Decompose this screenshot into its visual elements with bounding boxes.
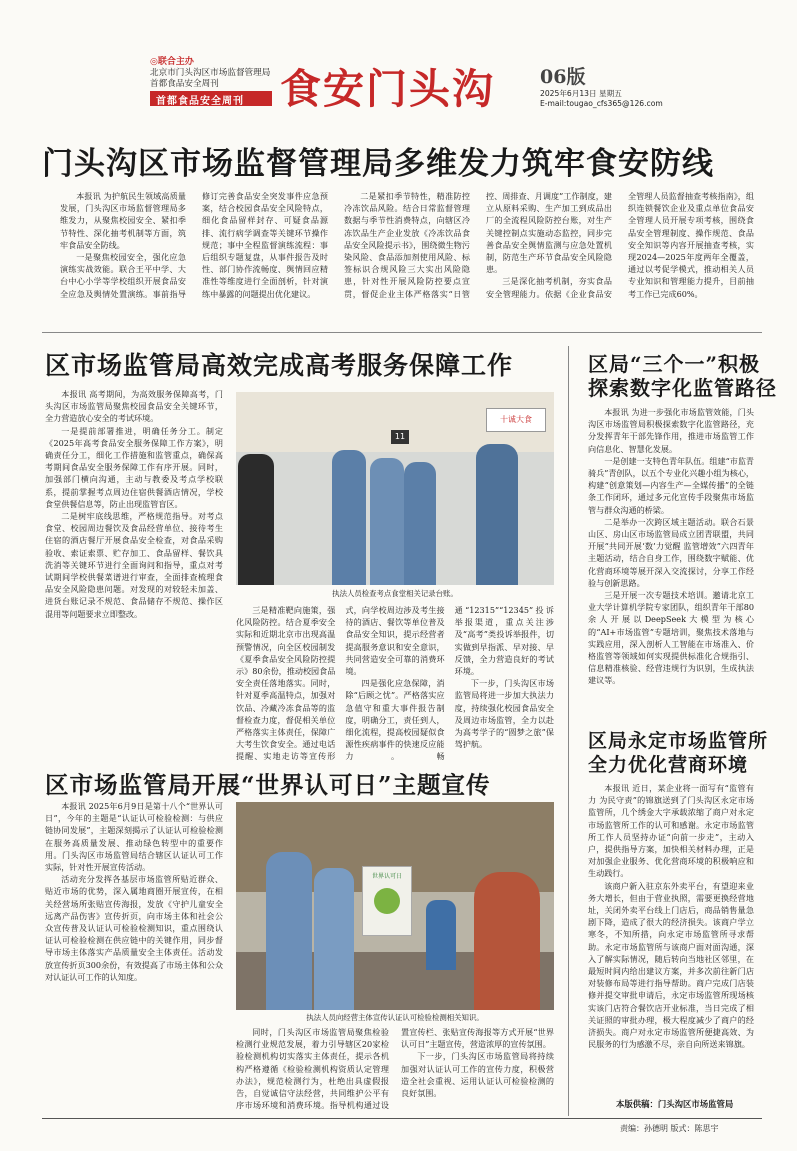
child-figure [426,900,456,970]
host-line1: 北京市门头沟区市场监督管理局 [150,68,271,78]
poster-title: 世界认可日 [371,873,402,880]
article2-paragraph: 三是精准靶向施策，强化风险防控。结合夏季安全实际和近期北京市出现高温预警情况，向全区校园制发《夏季食品安全风险防控提示》80余份，推动校园食品安全责任落地落实。同时，针对夏季高温特点，加强对饮品、冷藏冷冻食品等的监督检查力度，督促相关单位严格落实主体责任，保障广大考生饮食安全。通过电话提醒、实地走访等宣传形式，向学校周边涉及考生接待的酒店、餐饮等单位普及食品安全知识，提示经营者提高服务意识和安全意识，共同营造安全可靠的消费环境。 [236,605,445,762]
article2-body-bottom [236,604,554,764]
issue-date: 2025年6月13日 星期五 [540,89,622,98]
article4-body [588,406,754,722]
article5-headline-line2: 全力优化营商环境 [588,754,749,776]
article5-paragraph: 该商户新入驻京东外卖平台，有望迎来业务大增长，但由于营业执照，需要更换经营地址，关闭外卖平台线上门店后，商品销售量急剧下降，造成了很大的经济损失。该商户学立寒冬，不知所措，向永定市场监管所寻求帮助。永定市场监管所与该商户面对面沟通，深入了解实际情况，随后转向当地社区邻里，在最短时间内给出建议方案，并多次前往新门店对装修布局等进行指导帮助。商户完成门店装修并提交审批申请后，永定市场监管所现场核实该门店符合餐饮店开业标准，当日完成了相关证照的审批办理，极大程度减少了商户的经济损失。商户对永定市场监管所便捷高效、为民服务的行为感激不尽，亲自向所送来锦旗。 [588,880,754,1050]
article2-paragraph: 下一步，门头沟区市场监管局将进一步加大执法力度，持续强化校园食品安全及周边市场监管，全力以赴为高考学子的“圆梦之旅”保驾护航。 [454,678,554,750]
photo-sign: 十诚大食 [486,408,546,432]
page-provider: 本版供稿：门头沟区市场监管局 [616,1099,734,1109]
sidebar-divider [568,346,569,1116]
article1-paragraph: 三是深化抽考机制，夯实食品安全管理能力。依据《企业食品安全管理人员监督抽查考核指南》，组织连锁餐饮企业及重点单位食品安全管理人员开展专项考核，围绕食品安全管理制度、操作规范、食品安全知识等内容开展抽查考核，实现2024—2025年度两年全覆盖，通过以考促学模式，推动相关人员专业知识和管理能力提升，目前抽考工作已完成60%。 [486,191,754,299]
article4-paragraph: 一是创建一支特色青年队伍。组建“市监青骑兵”青创队，以五个专业化兴趣小组为核心，构建“创意策划—内容生产—全媒传播”的全链条工作闭环，通过多元化宣传手段聚焦市场监管与群众沟通的桥梁。 [588,455,754,515]
article2-paragraph: 四是强化应急保障，消除“后顾之忧”。严格落实应急值守和重大事件报告制度，明确分工，责任到人，细化流程，提高校园疑似食源性疾病事件的快速反应能力。畅通“12315”“12345”投诉举报渠道，重点关注涉及“高考”类投诉举报件，切实做到早指派、早对接、早反馈，全力营造良好的考试环境。 [345,605,554,762]
article3-photo-caption: 执法人员向经营主体宣传认证认可检验检测相关知识。 [306,1013,484,1022]
article1-divider [42,332,762,333]
edition-number: 06版 [540,66,586,88]
article3-paragraph: 同时，门头沟区市场监管局聚焦检验检测行业规范发展，着力引导辖区20家检验检测机构切实落实主体责任，提示各机构严格遵循《检验检测机构资质认定管理办法》，规范检测行为，杜绝出具虚假报告，自觉诚信守法经营，共同维护公平有序市场环境和消费环境。指导机构通过设置宣传栏、张贴宣传海报等方式开展“世界认可日”主题宣传，营造浓厚的宣传氛围。 [236,1027,554,1111]
poster [362,866,412,936]
article1-body [60,190,754,318]
article4-headline-line1: 区局“三个一”积极 [588,352,761,376]
article2-paragraph: 二是树牢底线思维，严格规范指导。对考点食堂、校园周边餐饮及食品经营单位、接待考生住宿的酒店餐厅开展食品安全检查，对食品采购验收、索证索票、贮存加工、食品留样、餐饮具洗消等关键环节进行全面询问和指导，重点对考试期间学校供餐菜谱进行审查，全面排查梳理食品安全风险隐患问题。对发现的对较轻未加盖、进货台账记录不规范、食品储存不规范、操作区混用等问题要求立即整改。 [45,511,223,619]
officer-figure [332,450,366,585]
article1-paragraph: 二是紧扣季节特性，精准防控冷冻饮品风险。结合日常监督管理数据与季节性消费特点，向辖区冷冻饮品生产企业发放《冷冻饮品食品安全风险提示书》，围绕微生物污染风险、食品添加剂使用风险、标签标识合规风险三大实出风险隐患，针对性开展风险防控要点宣贯，督促企业主体严格落实“日管控、周排查、月调度”工作制度，建立从原料采购、生产加工到成品出厂的全流程风险防控台账，对生产关键控制点实施动态监控，同步完善食品安全舆情监测与应急处置机制，防范生产环节食品安全风险隐患。 [344,191,612,299]
article1-paragraph: 一是聚焦校园安全，强化应急演练实战效能。联合王平中学、大台中心小学等学校组织开展食品安全应急及舆情处置演练。事前指导修订完善食品安全突发事件应急预案，结合校园食品安全风险特点，细化食品留样封存、可疑食品源排、流行病学调查等关键环节操作规范；事中全程监督演练流程：事后组织专题复盘，从事件报告及时性、部门协作流畅度、舆情回应精准性等维度进行全面剖析，针对演练中暴露的问题提出优化建议。 [60,191,328,299]
article3-body-left [45,800,223,1118]
poster-tree-icon [374,888,400,914]
page-credits: 责编：孙德明 版式：陈思宇 [620,1124,719,1133]
officer-figure [266,852,312,1010]
article5-body [588,782,754,1092]
shopkeeper-figure [474,872,540,1010]
article3-paragraph: 本报讯 2025年6月9日是第十八个“世界认可日”，今年的主题是“认证认可检验检测：与供应链协同发展”，主题深刻揭示了认证认可检验检测在服务高质量发展、推动绿色转型中的重要作用。门头沟区市场监管局结合辖区认证认可工作实际，针对性开展宣传活动。 [45,801,223,873]
footer-rule [42,1118,762,1119]
article4-paragraph: 三是开展一次专题技术培训。邀请北京工业大学计算机学院专家团队，组织青年干部80余人开展以DeepSeek大模型为核心的“AI+市场监管”专题培训，聚焦技术落地与实践应用，深入剖析人工智能在市场准入、价格监管等领域如何实现提供标准化合规指引、信息精准核验、经营违规行为识别，生成执法建议等。 [588,590,754,686]
contact-email: E-mail:tougao_cfs365@126.com [540,99,663,108]
officer-figure [314,868,354,1010]
article4-paragraph: 二是举办一次跨区域主题活动。联合石景山区、房山区市场监管局成立团青联盟，共同开展“共同开展‘数’力觉醒 监管增效”六四青年主题活动，结合自身工作，围绕数字赋能、优化营商环境等展开深入交流探讨，分享工作经验与创新思路。 [588,516,754,588]
masthead-bar-text: 首都食品安全周刊 [156,96,244,107]
article2-headline: 区市场监管局高效完成高考服务保障工作 [45,351,514,380]
article2-body-left [45,388,223,766]
article4-headline-line2: 探索数字化监管路径 [588,376,777,400]
officer-figure [404,462,436,585]
article5-headline-line1: 区局永定市场监管所 [588,730,769,752]
photo-number-plate: 11 [391,430,409,444]
article2-photo [236,392,554,585]
article3-headline: 区市场监管局开展“世界认可日”主题宣传 [45,771,491,799]
article3-body-bottom [236,1026,554,1118]
article2-paragraph: 一是提前部署推进，明确任务分工。制定《2025年高考食品安全服务保障工作方案》，明确责任分工，细化工作措施和监管重点，确保高考期间食品安全服务保障工作有序开展。同时，加强部门横向沟通，主动与教委及考点学校联系，提前掌握考点周边住宿供餐酒店情况，学校食堂供餐信息等，防止出现监管盲区。 [45,425,223,509]
article2-paragraph: 本报讯 高考期间，为高效服务保障高考，门头沟区市场监管局聚焦校园食品安全关键环节，全力营造放心安全的考试环境。 [45,389,223,424]
officer-figure [476,444,518,585]
article5-paragraph: 本报讯 近日，某企业将一面写有“监管有力 为民守责”的锦旗送到了门头沟区永定市场监管所，几个绣金大字承载浓缩了商户对永定市场监管所工作的认可和感谢。永定市场监管所工作人员坚持办证“向前一步走”，主动入户，提供指导方案，加快相关材料办理，正是对加强企业服务、优化营商环境的积极响应和生动践行。 [588,783,754,879]
officer-figure [370,458,404,585]
staff-figure [238,454,274,585]
article1-paragraph: 本报讯 为护航民生领域高质量发展，门头沟区市场监督管理局多维发力，从聚焦校园安全、紧扣季节特性、深化抽考机制等方面，筑牢食品安全防线。 [60,191,186,250]
article2-photo-caption: 执法人员检查考点食堂相关记录台账。 [332,589,458,598]
article3-paragraph: 下一步，门头沟区市场监管局将持续加强对认证认可工作的宣传力度，积极营造全社会重视、运用认证认可检验检测的良好氛围。 [401,1051,554,1099]
article1-headline: 门头沟区市场监督管理局多维发力筑牢食安防线 [42,146,714,182]
article3-paragraph: 活动充分发挥各基层市场监管所贴近群众、贴近市场的优势，深入属地商圈开展宣传，在相关经营场所张贴宣传海报，发放《守护儿童安全 远离产品伤害》宣传折页，向市场主体和社会公众宣传普及认证认可检验检测知识，重点围绕认证认可检验检测在供应链中的关键作用，同步督导市场主体落实产品质量安全主体责任。活动发放宣传折页300余份，有效提高了市场主体和公众对认证认可工作的认知度。 [45,874,223,982]
host-line2: 首都食品安全周刊 [150,79,219,89]
article4-paragraph: 本报讯 为进一步强化市场监管效能，门头沟区市场监管局积极探索数字化监管路径，充分发挥青年干部先锋作用，推进市场监管工作向信息化、智慧化发展。 [588,407,754,454]
article3-photo [236,802,554,1010]
masthead [0,0,797,112]
host-label: ◎联合主办 [150,57,194,67]
paper-title: 食安门头沟 [280,65,495,113]
